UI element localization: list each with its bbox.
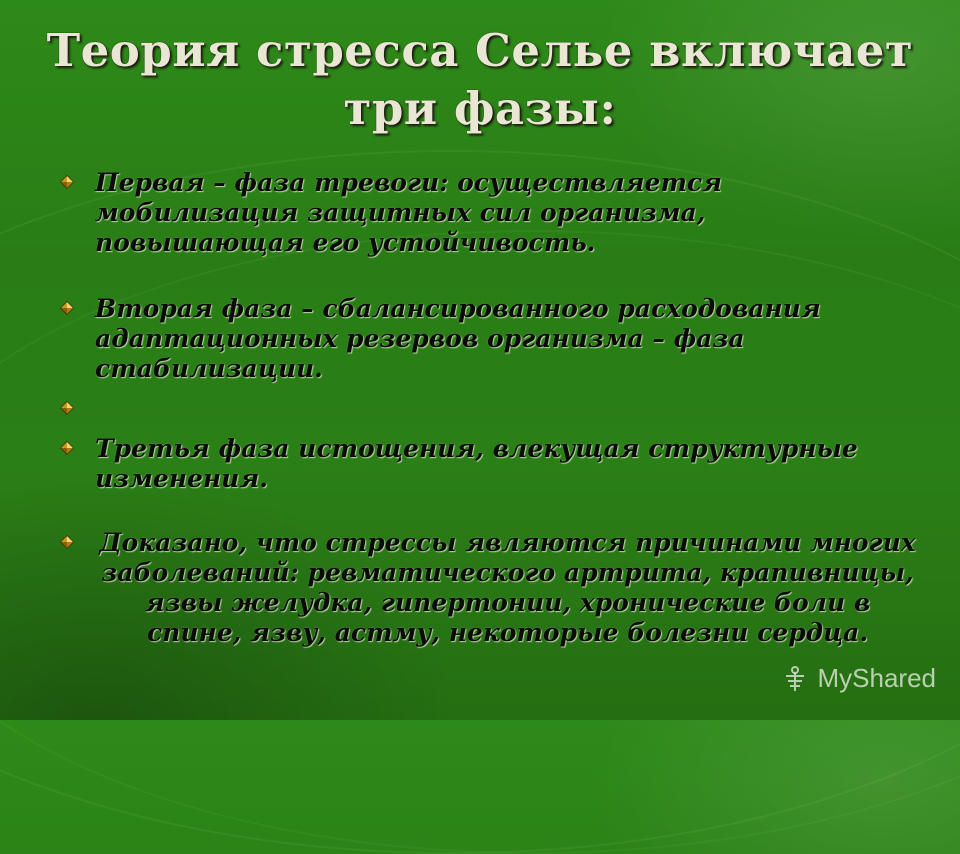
bullet-diamond-icon — [60, 535, 74, 549]
bullet-diamond-icon — [60, 301, 74, 315]
bullet-diamond-icon — [60, 441, 74, 455]
bullet-text: Доказано, что стрессы являются причинами многих заболеваний: ревматического артрита, крапивницы, язвы желудка, гипертонии, хронические боли в спине, язву, астму, некоторые болезни сердца. — [99, 528, 916, 647]
bullet-diamond-icon — [60, 175, 74, 189]
bullet-text: Вторая фаза – сбалансированного расходования адаптационных резервов организма – фаза стабилизации. — [95, 294, 821, 383]
watermark — [780, 663, 937, 694]
myshared-logo-icon — [780, 664, 810, 694]
bullet-item — [60, 168, 920, 258]
bullet-diamond-icon — [60, 401, 74, 415]
slide-title: Теория стресса Селье включает три фазы: — [46, 24, 914, 135]
bullet-item — [60, 294, 920, 384]
bullet-text: Первая – фаза тревоги: осуществляется мобилизация защитных сил организма, повышающая его устойчивость. — [95, 168, 723, 257]
bullet-item-empty — [60, 394, 920, 424]
bullet-text: Третья фаза истощения, влекущая структурные изменения. — [95, 434, 858, 493]
watermark-text: MyShared — [817, 663, 936, 693]
bullet-item — [60, 528, 920, 648]
bullet-item — [60, 434, 920, 494]
bullet-list — [60, 168, 920, 648]
